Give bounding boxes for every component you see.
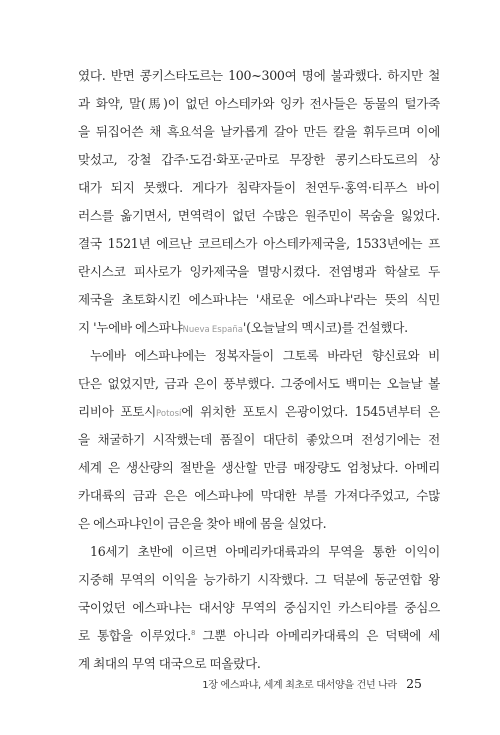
paragraph <box>78 62 440 342</box>
text-line <box>78 146 440 174</box>
text-line <box>78 202 440 230</box>
text-line <box>78 454 440 482</box>
page-number: 25 <box>406 676 422 691</box>
text-segment: 에 위치한 포토시 은광이었다. 1545년부터 은 <box>181 404 440 419</box>
text-segment: 을 뒤집어쓴 채 흑요석을 날카롭게 갈아 만든 칼을 휘두르며 이에 <box>78 124 440 139</box>
text-line <box>78 510 440 538</box>
text-line <box>78 482 440 510</box>
text-line <box>78 174 440 202</box>
text-line <box>78 594 440 622</box>
text-segment: 란시스코 피사로가 잉카제국을 멸망시켰다. 전염병과 학살로 두 <box>78 264 440 279</box>
text-segment: 대가 되지 못했다. 게다가 침략자들이 천연두·홍역·티푸스 바이 <box>78 180 440 195</box>
text-segment: 누에바 에스파냐에는 정복자들이 그토록 바라던 향신료와 비 <box>90 348 440 363</box>
text-segment: 러스를 옮기면서, 면역력이 없던 수많은 원주민이 목숨을 잃었다. <box>78 208 440 223</box>
text-line <box>78 230 440 258</box>
text-segment: 그뿐 아니라 아메리카대륙의 은 덕택에 세 <box>195 628 440 643</box>
text-segment: 국이었던 에스파냐는 대서양 무역의 중심지인 카스티야를 중심으 <box>78 600 440 615</box>
text-line <box>78 118 440 146</box>
foreign-term-gloss: Potosí <box>156 409 182 419</box>
text-segment: 지 '누에바 에스파냐 <box>78 320 183 335</box>
text-segment: 과 화약, 말(馬)이 없던 아스테카와 잉카 전사들은 동물의 털가죽 <box>78 96 440 111</box>
text-segment: 16세기 초반에 이르면 아메리카대륙과의 무역을 통한 이익이 <box>90 544 440 559</box>
text-line <box>78 622 440 650</box>
chapter-title: 1장 에스파냐, 세계 최초로 대서양을 건넌 나라 <box>202 680 397 691</box>
text-segment: 로 통합을 이루었다. <box>78 628 191 643</box>
text-line <box>78 398 440 426</box>
text-segment: 제국을 초토화시킨 에스파냐는 '새로운 에스파냐'라는 뜻의 식민 <box>78 292 440 307</box>
text-line <box>78 286 440 314</box>
text-line <box>78 566 440 594</box>
paragraph <box>78 342 440 538</box>
text-segment: 을 채굴하기 시작했는데 품질이 대단히 좋았으며 전성기에는 전 <box>78 432 440 447</box>
text-line <box>78 314 440 342</box>
text-line <box>78 538 440 566</box>
text-line <box>78 90 440 118</box>
text-line <box>78 370 440 398</box>
text-segment: 은 에스파냐인이 금은을 찾아 배에 몸을 실었다. <box>78 516 327 531</box>
text-line <box>78 342 440 370</box>
running-footer <box>202 676 422 691</box>
text-segment: 리비아 포토시 <box>78 404 157 419</box>
text-segment: 였다. 반면 콩키스타도르는 100~300여 명에 불과했다. 하지만 철 <box>78 68 440 83</box>
text-line <box>78 650 440 678</box>
foreign-term-gloss: Nueva España <box>182 325 243 335</box>
text-segment: 결국 1521년 에르난 코르테스가 아스테카제국을, 1533년에는 프 <box>78 236 440 251</box>
text-segment: 지중해 무역의 이익을 능가하기 시작했다. 그 덕분에 동군연합 왕 <box>78 572 440 587</box>
text-segment: 카대륙의 금과 은은 에스파냐에 막대한 부를 가져다주었고, 수많 <box>78 488 440 503</box>
text-line <box>78 258 440 286</box>
text-line <box>78 62 440 90</box>
text-segment: '(오늘날의 멕시코)를 건설했다. <box>242 320 408 335</box>
paragraph <box>78 538 440 678</box>
text-segment: 단은 없었지만, 금과 은이 풍부했다. 그중에서도 백미는 오늘날 볼 <box>78 376 440 391</box>
text-segment: 세계 은 생산량의 절반을 생산할 만큼 매장량도 엄청났다. 아메리 <box>78 460 440 475</box>
text-line <box>78 426 440 454</box>
body-text <box>78 62 440 678</box>
text-segment: 맞섰고, 강철 갑주·도검·화포·군마로 무장한 콩키스타도르의 상 <box>78 152 440 167</box>
text-segment: 계 최대의 무역 대국으로 떠올랐다. <box>78 656 261 671</box>
footnote-marker: 8 <box>191 628 196 637</box>
